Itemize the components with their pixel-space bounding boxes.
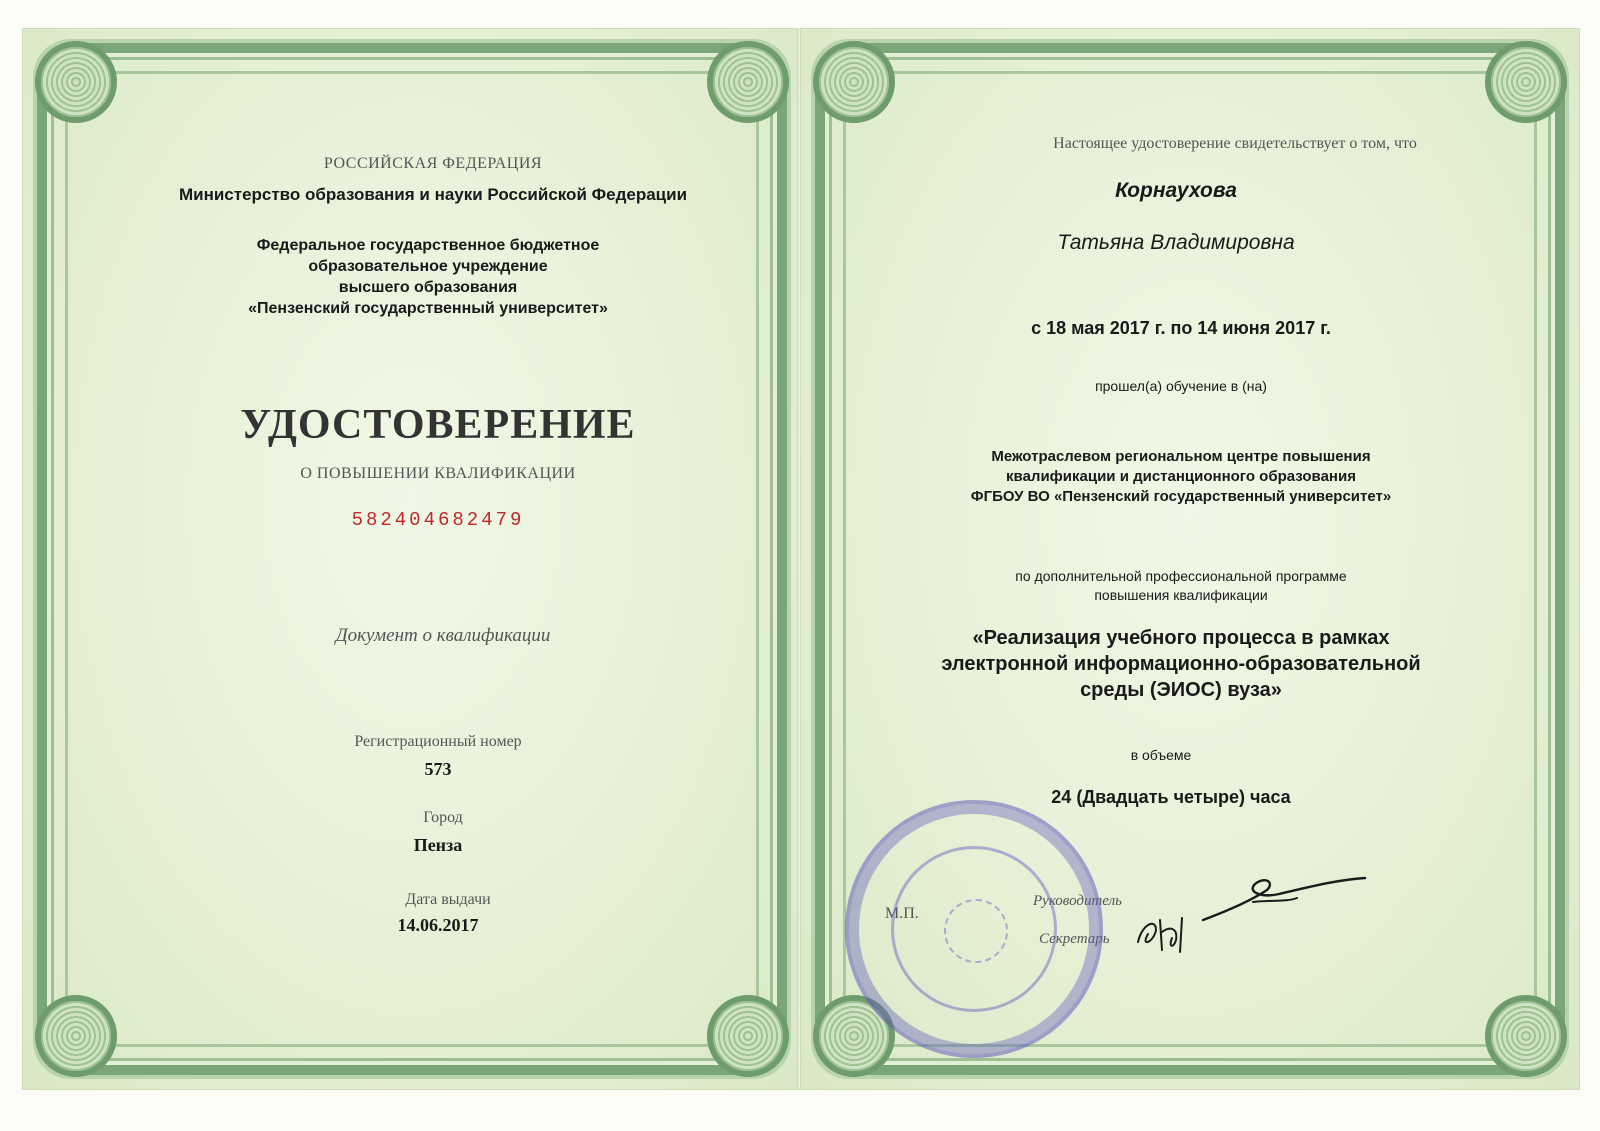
program-label: по дополнительной профессиональной программе повышения квалификации: [1015, 568, 1347, 603]
serial-number: 582404682479: [351, 509, 525, 531]
corner-rosette-icon: [35, 995, 117, 1077]
corner-rosette-icon: [1485, 995, 1567, 1077]
intro-text: Настоящее удостоверение свидетельствует о том, что: [1053, 135, 1417, 152]
document-type: Документ о квалификации: [335, 625, 551, 646]
training-period: с 18 мая 2017 г. по 14 июня 2017 г.: [1031, 318, 1331, 338]
city-label: Город: [423, 809, 463, 826]
official-seal-icon: [845, 800, 1103, 1058]
training-center: Межотраслевом региональном центре повышения квалификации и дистанционного образования ФГБОУ ВО «Пензенский государственный университет»: [970, 448, 1392, 505]
secretary-signature-icon: [1132, 912, 1192, 956]
head-label: Руководитель: [1033, 893, 1122, 909]
ministry-name: Министерство образования и науки Российской Федерации: [178, 185, 688, 204]
trained-label: прошел(а) обучение в (на): [1095, 378, 1267, 394]
head-signature-icon: [1195, 868, 1375, 938]
seal-label: М.П.: [885, 905, 919, 922]
volume-label: в объеме: [1130, 747, 1192, 763]
corner-rosette-icon: [813, 41, 895, 123]
program-title: «Реализация учебного процесса в рамках электронной информационно-образовательной среды (ЭИОС) вуза»: [941, 627, 1421, 701]
corner-rosette-icon: [707, 995, 789, 1077]
corner-rosette-icon: [1485, 41, 1567, 123]
issue-date-value: 14.06.2017: [397, 915, 479, 935]
recipient-given-names: Татьяна Владимировна: [1057, 231, 1295, 254]
document-subtitle: О ПОВЫШЕНИИ КВАЛИФИКАЦИИ: [300, 465, 576, 482]
recipient-surname: Корнаухова: [1115, 179, 1237, 202]
document-title: УДОСТОВЕРЕНИЕ: [240, 402, 636, 448]
corner-rosette-icon: [35, 41, 117, 123]
city-value: Пенза: [413, 835, 463, 855]
left-page: [22, 28, 802, 1090]
volume-value: 24 (Двадцать четыре) часа: [1051, 787, 1291, 807]
country-label: РОССИЙСКАЯ ФЕДЕРАЦИЯ: [323, 155, 543, 172]
secretary-label: Секретарь: [1039, 931, 1110, 947]
registration-number: 573: [424, 759, 452, 779]
issue-date-label: Дата выдачи: [405, 891, 491, 908]
corner-rosette-icon: [707, 41, 789, 123]
registration-label: Регистрационный номер: [354, 733, 522, 750]
institution-name: Федеральное государственное бюджетное образовательное учреждение высшего образования «Пензенский государственный университет»: [248, 237, 608, 317]
